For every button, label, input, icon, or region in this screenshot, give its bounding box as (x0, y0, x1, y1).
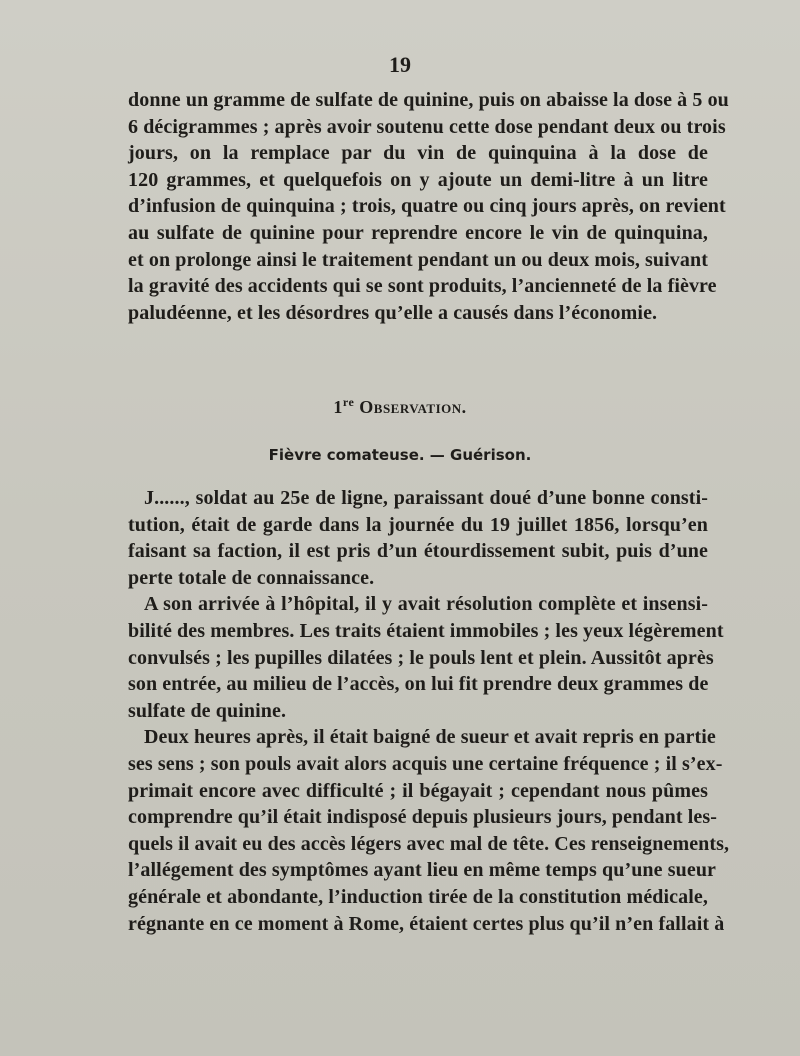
observation-label: Observation. (359, 397, 467, 417)
text-line: générale et abondante, l’induction tirée de la constitution médicale, (128, 885, 708, 908)
text-line: et on prolonge ainsi le traitement pendant un ou deux mois, suivant (128, 248, 708, 271)
text-line: faisant sa faction, il est pris d’un étourdissement subit, puis d’une (128, 540, 708, 563)
observation-superscript: re (342, 395, 355, 409)
page-number: 19 (389, 52, 411, 77)
text-line: 120 grammes, et quelquefois on y ajoute un demi-litre à un litre (128, 168, 708, 191)
text-line: quels il avait eu des accès légers avec mal de tête. Ces renseignements, (128, 832, 730, 855)
text-line: sulfate de quinine. (128, 699, 287, 722)
text-line: perte totale de connaissance. (128, 566, 375, 589)
text-line: convulsés ; les pupilles dilatées ; le pouls lent et plein. Aussitôt après (128, 646, 714, 669)
text-line: comprendre qu’il était indisposé depuis plusieurs jours, pendant les- (128, 806, 718, 829)
text-line: d’infusion de quinquina ; trois, quatre ou cinq jours après, on revient (128, 195, 726, 218)
text-line: ses sens ; son pouls avait alors acquis une certaine fréquence ; il s’ex- (128, 752, 723, 775)
text-line: A son arrivée à l’hôpital, il y avait résolution complète et insensi- (144, 593, 708, 616)
observation-subtitle: Fièvre comateuse. — Guérison. (268, 446, 532, 464)
text-line: Deux heures après, il était baigné de sueur et avait repris en partie (144, 726, 716, 749)
text-line: son entrée, au milieu de l’accès, on lui fit prendre deux grammes de (128, 673, 709, 696)
text-line: au sulfate de quinine pour reprendre encore le vin de quinquina, (128, 221, 708, 244)
observation-heading (0, 395, 800, 418)
text-line: tution, était de garde dans la journée du 19 juillet 1856, lorsqu’en (128, 513, 708, 536)
text-line: régnante en ce moment à Rome, étaient certes plus qu’il n’en fallait à (128, 912, 725, 935)
text-line: donne un gramme de sulfate de quinine, puis on abaisse la dose à 5 ou (128, 89, 729, 111)
observation-number: 1 (333, 397, 343, 417)
text-line: J......, soldat au 25e de ligne, paraissant doué d’une bonne consti- (144, 487, 708, 509)
text-line: jours, on la remplace par du vin de quinquina à la dose de (128, 142, 708, 165)
paragraph-intro (128, 87, 729, 326)
text-line: 6 décigrammes ; après avoir soutenu cette dose pendant deux ou trois (128, 115, 726, 138)
text-line: la gravité des accidents qui se sont produits, l’ancienneté de la fièvre (128, 275, 717, 298)
text-line: primait encore avec difficulté ; il bégayait ; cependant nous pûmes (128, 779, 708, 802)
text-line: paludéenne, et les désordres qu’elle a causés dans l’économie. (128, 301, 658, 324)
text-line: bilité des membres. Les traits étaient immobiles ; les yeux légèrement (128, 619, 724, 642)
text-line: l’allégement des symptômes ayant lieu en même temps qu’une sueur (128, 859, 717, 882)
paragraph-observation (128, 485, 730, 937)
